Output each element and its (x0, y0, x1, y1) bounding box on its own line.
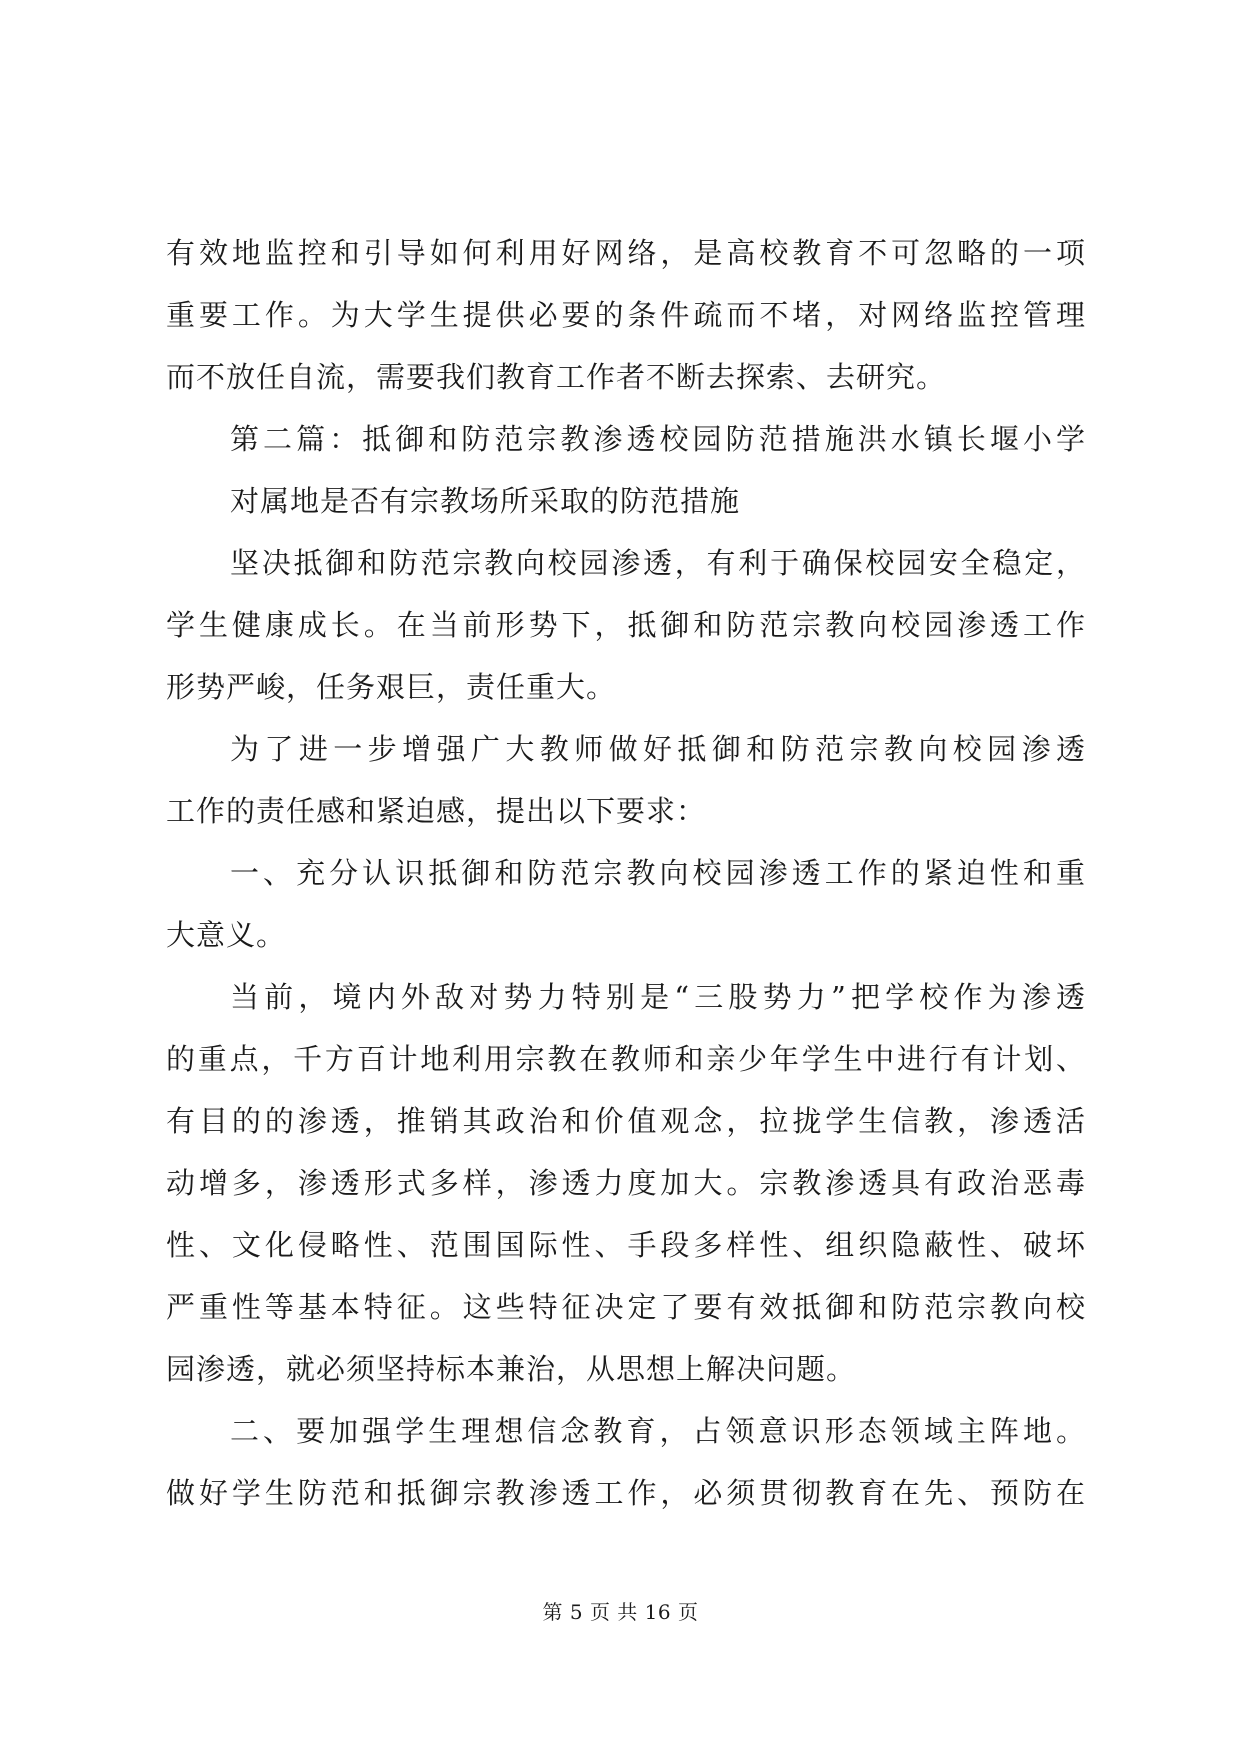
text-line: 而不放任自流，需要我们教育工作者不断去探索、去研究。 (166, 360, 947, 394)
text-line: 第二篇：抵御和防范宗教渗透校园防范措施洪水镇长堰小学 (230, 422, 1086, 456)
text-line: 的重点，千方百计地利用宗教在教师和亲少年学生中进行有计划、 (166, 1042, 1086, 1076)
text-line: 二、要加强学生理想信念教育，占领意识形态领域主阵地。 (230, 1414, 1086, 1448)
text-line: 大意义。 (166, 918, 287, 952)
text-line: 对属地是否有宗教场所采取的防范措施 (230, 484, 741, 518)
text-line: 当前，境内外敌对势力特别是“三股势力”把学校作为渗透 (230, 980, 1086, 1014)
text-line: 坚决抵御和防范宗教向校园渗透，有利于确保校园安全稳定， (230, 546, 1086, 580)
text-line: 做好学生防范和抵御宗教渗透工作，必须贯彻教育在先、预防在 (166, 1476, 1086, 1510)
text-line: 性、文化侵略性、范围国际性、手段多样性、组织隐蔽性、破坏 (166, 1228, 1086, 1262)
text-line: 为了进一步增强广大教师做好抵御和防范宗教向校园渗透 (230, 732, 1086, 766)
text-line: 工作的责任感和紧迫感，提出以下要求： (166, 794, 707, 828)
text-line: 严重性等基本特征。这些特征决定了要有效抵御和防范宗教向校 (166, 1290, 1086, 1324)
text-line: 有目的的渗透，推销其政治和价值观念，拉拢学生信教，渗透活 (166, 1104, 1086, 1138)
page-number-footer: 第 5 页 共 16 页 (542, 1600, 699, 1624)
text-line: 重要工作。为大学生提供必要的条件疏而不堵，对网络监控管理 (166, 298, 1086, 332)
text-line: 园渗透，就必须坚持标本兼治，从思想上解决问题。 (166, 1352, 857, 1386)
text-line: 学生健康成长。在当前形势下，抵御和防范宗教向校园渗透工作 (166, 608, 1086, 642)
text-line: 动增多，渗透形式多样，渗透力度加大。宗教渗透具有政治恶毒 (166, 1166, 1086, 1200)
document-body (166, 222, 1086, 1524)
text-line: 有效地监控和引导如何利用好网络，是高校教育不可忽略的一项 (166, 236, 1086, 270)
text-line: 一、充分认识抵御和防范宗教向校园渗透工作的紧迫性和重 (230, 856, 1086, 890)
text-line: 形势严峻，任务艰巨，责任重大。 (166, 670, 617, 704)
